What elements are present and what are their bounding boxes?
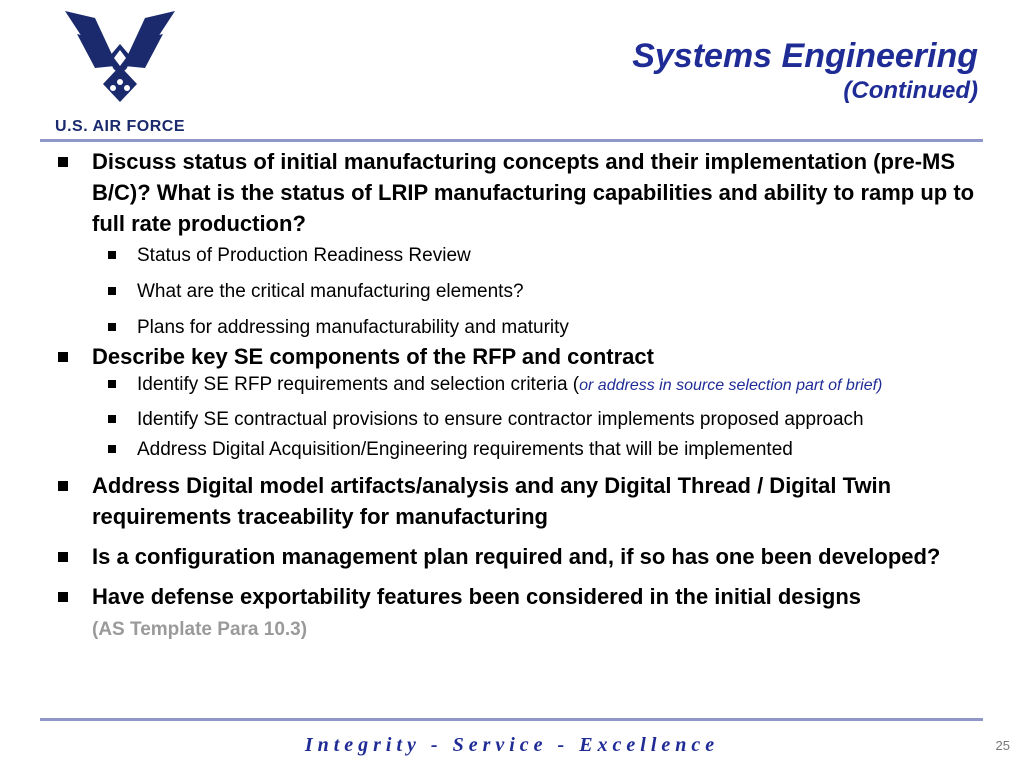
sub-bullet-text: Plans for addressing manufacturability and maturity (137, 317, 569, 338)
sub-bullet-text: Address Digital Acquisition/Engineering requirements that will be implemented (137, 439, 793, 460)
sub-bullet-critical-elements (56, 281, 986, 303)
air-force-logo (40, 6, 200, 136)
sub-bullet-manufacturability (56, 317, 986, 339)
sub-bullet-text: Status of Production Readiness Review (137, 245, 471, 266)
logo-text: U.S. AIR FORCE (55, 118, 185, 135)
bullet-digital-model (56, 470, 986, 532)
sub-bullet-text: Identify SE RFP requirements and selection criteria ( (137, 374, 580, 395)
sub-bullet-digital-acquisition (56, 439, 986, 461)
footer-divider (40, 718, 983, 721)
bullet-text: Have defense exportability features been considered in the initial designs (92, 584, 862, 609)
bullet-exportability (56, 581, 986, 645)
bullet-note: (AS Template Para 10.3) (92, 619, 308, 640)
slide-title (632, 36, 978, 106)
bullet-text: Describe key SE components of the RFP and contract (92, 344, 654, 369)
sub-bullet-rfp-requirements (56, 374, 986, 397)
sub-bullet-text: What are the critical manufacturing elements? (137, 281, 524, 302)
title-main: Systems Engineering (632, 37, 978, 75)
bullet-text: Discuss status of initial manufacturing concepts and their implementation (pre-MS B/C)? What is the status of LRIP manufacturing capabilities and ability to ramp up to full rate production? (92, 149, 975, 236)
bullet-se-components (56, 341, 986, 372)
sub-bullet-note: or address in source selection part of brief) (579, 377, 883, 394)
bullet-text: Is a configuration management plan required and, if so has one been developed? (92, 544, 941, 569)
bullet-list (56, 146, 986, 645)
bullet-manufacturing-status (56, 146, 986, 239)
bullet-text: Address Digital model artifacts/analysis and any Digital Thread / Digital Twin requirements traceability for manufacturing (92, 473, 892, 529)
title-sub: (Continued) (843, 77, 978, 104)
air-force-wings-icon (65, 6, 175, 106)
page-number: 25 (995, 738, 1010, 753)
sub-bullet-contractual-provisions (56, 409, 986, 431)
bullet-config-management (56, 541, 986, 572)
footer-motto: Integrity - Service - Excellence (304, 734, 720, 756)
sub-bullet-prr (56, 245, 986, 267)
header-divider (40, 139, 983, 142)
sub-bullet-text: Identify SE contractual provisions to ensure contractor implements proposed approach (137, 409, 864, 430)
